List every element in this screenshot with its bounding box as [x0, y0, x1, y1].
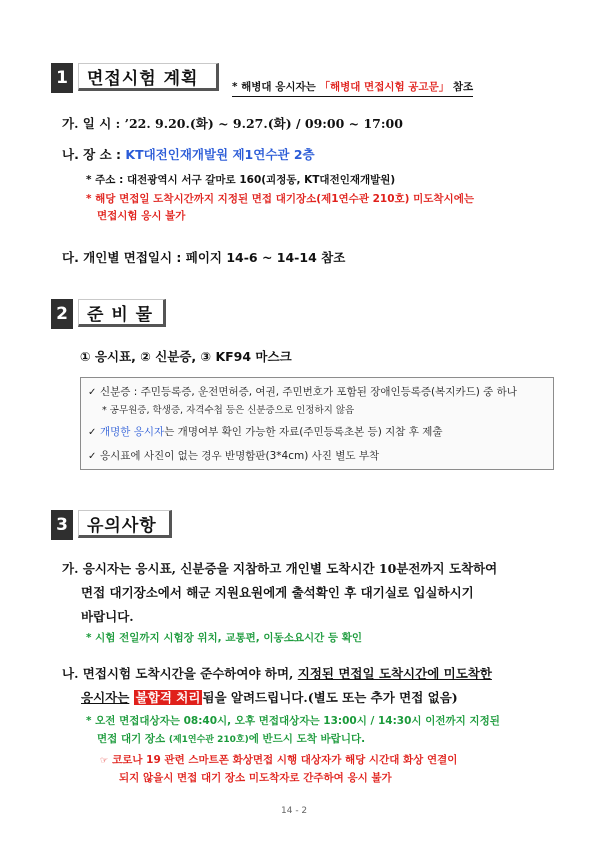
supplies-note-box: [80, 377, 554, 470]
caution-na-line-1-b: 지정된 면접일 도착시간에 미도착한: [297, 666, 492, 681]
section-title-3: [78, 510, 172, 538]
schedule-date-label: 가. 일 시 :: [62, 116, 121, 131]
section-number-1: 1: [51, 63, 73, 93]
note-line-4: [88, 448, 379, 463]
note-line-3-colored: 개명한 응시자: [100, 426, 165, 438]
section-title-1: [78, 63, 219, 91]
schedule-date-value: ’22. 9.20.(화) ~ 9.27.(화) / 09:00 ~ 17:00: [124, 116, 403, 131]
caution-na-note-2: [97, 731, 365, 746]
caution-na-note-2-c: 에 반드시 도착 바랍니다.: [248, 733, 366, 745]
schedule-place-label: 나. 장 소 :: [62, 147, 122, 162]
supplies-list: ① 응시표, ② 신분증, ③ KF94 마스크: [80, 349, 292, 364]
note-line-1: [88, 384, 517, 399]
caution-na-note-2-a: 면접 대기 장소: [97, 733, 166, 745]
section-number-3: 3: [51, 510, 73, 540]
caution-na-note-2-b: (제1연수관 210호): [168, 735, 249, 745]
caution-na-note-1: * 오전 면접대상자는 08:40시, 오후 면접대상자는 13:00시 / 14:30시 이전까지 지정된: [86, 715, 500, 727]
caution-na-line-2: [81, 688, 458, 706]
covid-note-2: 되지 않을시 면접 대기 장소 미도착자로 간주하여 응시 불가: [119, 772, 392, 784]
section-number-2: 2: [51, 299, 73, 329]
fail-highlight: 불합격 처리: [135, 690, 201, 705]
section-title-1-text: 면접시험 계획: [87, 68, 199, 89]
marine-note-suffix: 참조: [452, 81, 474, 93]
pointing-hand-icon: ☞: [100, 756, 109, 766]
marine-note-link: 「해병대 면접시험 공고문」: [319, 81, 450, 93]
individual-schedule-line: 다. 개인별 면접일시 : 페이지 14-6 ~ 14-14 참조: [62, 250, 346, 265]
warning-line-1: * 해당 면접일 도착시간까지 지정된 면접 대기장소(제1연수관 210호) 미도착시에는: [86, 193, 474, 205]
covid-note-1-text: 코로나 19 관련 스마트폰 화상면접 시행 대상자가 해당 시간대 화상 연결이: [112, 754, 458, 766]
caution-na-line-1-a: 나. 면접시험 도착시간을 준수하여야 하며,: [62, 666, 294, 681]
section-title-2-text: 준 비 물: [87, 304, 154, 325]
address-line: * 주소 : 대전광역시 서구 갈마로 160(괴정동, KT대전인재개발원): [86, 174, 396, 186]
caution-na-line-2-a: 응시자는: [81, 690, 130, 705]
note-line-1-text: 신분증 : 주민등록증, 운전면허증, 여권, 주민번호가 포함된 장애인등록증(복지카드) 중 하나: [100, 386, 517, 398]
section-title-3-text: 유의사항: [87, 515, 157, 536]
caution-na-line-1: [62, 664, 492, 682]
warning-line-2: 면접시험 응시 불가: [97, 210, 186, 222]
schedule-place-line: [62, 145, 315, 163]
note-line-3: [88, 424, 443, 439]
covid-note-1: [100, 752, 457, 767]
section-title-2: [78, 299, 166, 327]
check-icon: ✓: [88, 427, 97, 438]
caution-ga-line-1: 가. 응시자는 응시표, 신분증을 지참하고 개인별 도착시간 10분전까지 도착하여: [62, 561, 498, 576]
note-line-2: * 공무원증, 학생증, 자격수첩 등은 신분증으로 인정하지 않음: [102, 405, 355, 416]
note-line-3-rest: 는 개명여부 확인 가능한 자료(주민등록초본 등) 지참 후 제출: [164, 426, 443, 438]
marine-note: [232, 79, 473, 97]
caution-ga-line-3: 바랍니다.: [81, 609, 134, 624]
note-line-4-text: 응시표에 사진이 없는 경우 반명함판(3*4cm) 사진 별도 부착: [100, 450, 380, 462]
check-icon: ✓: [88, 387, 97, 398]
caution-ga-line-2: 면접 대기장소에서 해군 지원요원에게 출석확인 후 대기실로 입실하시기: [81, 585, 474, 600]
marine-note-prefix: * 해병대 응시자는: [232, 81, 316, 93]
caution-na-line-2-c: 됨을 알려드립니다.(별도 또는 추가 면접 없음): [202, 690, 458, 705]
page-number: 14 - 2: [281, 806, 308, 816]
schedule-date-line: [62, 114, 403, 132]
check-icon: ✓: [88, 451, 97, 462]
caution-ga-note: * 시험 전일까지 시험장 위치, 교통편, 이동소요시간 등 확인: [86, 632, 363, 644]
schedule-place-value: KT대전인재개발원 제1연수관 2층: [125, 147, 315, 162]
